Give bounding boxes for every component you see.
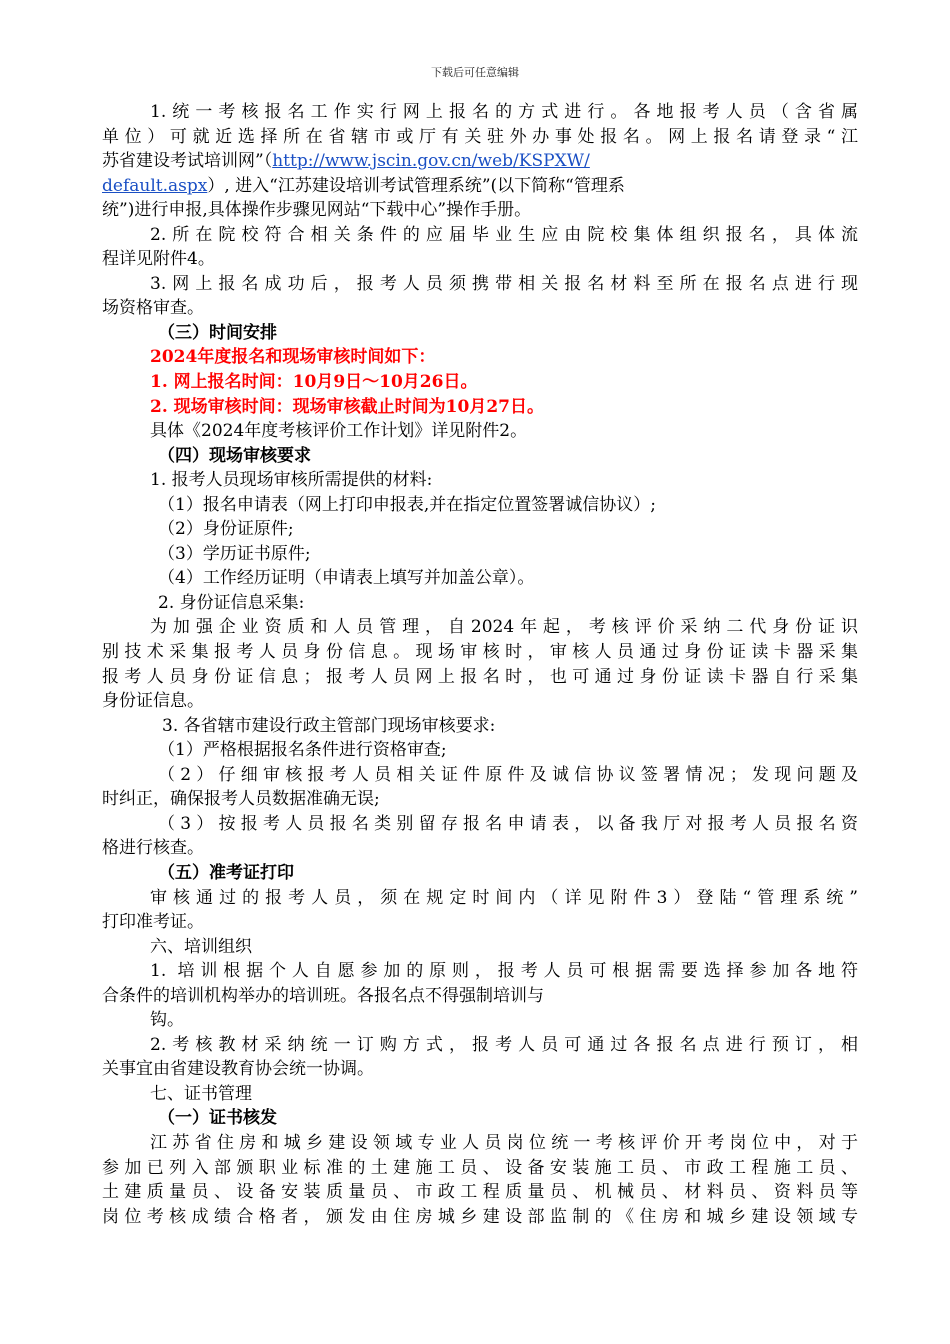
text-line [102,149,858,174]
text-line [102,714,858,739]
line-text: 3.网上报名成功后，报考人员须携带相关报名材料至所在报名点进行现 [150,273,858,294]
text-line [102,223,858,248]
line-text: 场资格审查。 [102,298,204,319]
line-text: 时纠正，确保报考人员数据准确无误; [102,789,380,810]
line-text: （3）学历证书原件; [158,543,311,564]
text-line [102,174,858,199]
line-text: 别技术采集报考人员身份信息。现场审核时，审核人员通过身份证读卡器采集 [102,642,858,663]
line-text: 格进行核查。 [102,838,204,859]
line-text: 江苏省住房和城乡建设领域专业人员岗位统一考核评价开考岗位中，对于 [150,1132,858,1153]
text-line [102,296,858,321]
text-line [102,787,858,812]
line-text: （四）现场审核要求 [158,445,311,466]
line-text: 2.考核教材采纳统一订购方式，报考人员可通过各报名点进行预订，相 [150,1034,858,1055]
text-line [102,542,858,567]
text-line [102,125,858,150]
text-line [102,1156,858,1181]
text-line [102,1057,858,1082]
line-text: （1）报名申请表（网上打印申报表,并在指定位置签署诚信协议）; [158,494,656,515]
line-text: 3. 各省辖市建设行政主管部门现场审核要求: [162,715,496,736]
text-line [102,517,858,542]
line-text: 2024年度报名和现场审核时间如下： [150,347,436,368]
line-text: 合条件的培训机构举办的培训班。各报名点不得强制培训与 [102,985,544,1006]
text-line [102,665,858,690]
section-heading [102,861,858,886]
text-line [102,591,858,616]
line-text: 六、培训组织 [150,936,252,957]
text-line [102,1082,858,1107]
line-text: 2.所在院校符合相关条件的应届毕业生应由院校集体组织报名，具体流 [150,224,858,245]
text-line [102,615,858,640]
line-text: 程详见附件4。 [102,249,215,270]
line-text: 苏省建设考试培训网”（ [102,151,273,172]
line-text: （3）按报考人员报名类别留存报名申请表，以备我厅对报考人员报名资 [158,813,858,834]
url-link[interactable]: default.aspx [102,175,208,196]
line-text: 身份证信息。 [102,691,204,712]
text-line [102,836,858,861]
section-heading [102,444,858,469]
line-text: 土建质量员、设备安装质量员、市政工程质量员、机械员、材料员、资料员等 [102,1182,858,1203]
line-text: （三）时间安排 [158,322,277,343]
text-line [102,984,858,1009]
text-line [102,395,858,420]
section-heading [102,321,858,346]
line-text: 1. 网上报名时间：10月9日～10月26日。 [150,372,478,393]
text-line [102,812,858,837]
line-text: 1. 培训根据个人自愿参加的原则，报考人员可根据需要选择参加各地符 [150,961,858,982]
text-line [102,198,858,223]
line-text: （五）准考证打印 [158,862,294,883]
text-line [102,100,858,125]
text-line [102,370,858,395]
line-text: 七、证书管理 [150,1083,252,1104]
line-text: 审核通过的报考人员，须在规定时间内（详见附件3）登陆“管理系统” [150,887,858,908]
text-line [102,566,858,591]
text-line [102,419,858,444]
text-line [102,959,858,984]
line-text: （4）工作经历证明（申请表上填写并加盖公章）。 [158,568,535,589]
line-text: 2. 身份证信息采集: [158,592,305,613]
text-line [102,272,858,297]
section-heading [102,1106,858,1131]
text-line [102,345,858,370]
line-text: （2）仔细审核报考人员相关证件原件及诚信协议签署情况；发现问题及 [158,764,858,785]
text-line [102,247,858,272]
line-text: 打印准考证。 [102,912,204,933]
line-text: 具体《2024年度考核评价工作计划》详见附件2。 [150,421,528,442]
line-text: 岗位考核成绩合格者，颁发由住房城乡建设部监制的《住房和城乡建设领域专 [102,1206,858,1227]
text-line [102,1008,858,1033]
line-text: （2）身份证原件; [158,519,294,540]
text-line [102,935,858,960]
document-body [102,100,858,1229]
line-text: （一）证书核发 [158,1108,277,1129]
line-text: （1）严格根据报名条件进行资格审查; [158,740,447,761]
text-line [102,1180,858,1205]
text-line [102,689,858,714]
line-text: 报考人员身份证信息；报考人员网上报名时，也可通过身份证读卡器自行采集 [102,666,858,687]
line-text: 参加已列入部颁职业标准的土建施工员、设备安装施工员、市政工程施工员、 [102,1157,858,1178]
line-text: 统”)进行申报,具体操作步骤见网站“下载中心”操作手册。 [102,200,532,221]
line-text: 关事宜由省建设教育协会统一协调。 [102,1059,374,1080]
text-line [102,886,858,911]
text-line [102,1205,858,1230]
text-line [102,763,858,788]
line-text: 单位）可就近选择所在省辖市或厅有关驻外办事处报名。网上报名请登录“江 [102,126,858,147]
url-link[interactable]: http://www.jscin.gov.cn/web/KSPXW/ [272,151,590,172]
text-line [102,910,858,935]
page-header: 下载后可任意编辑 [431,66,519,79]
line-text: 钩。 [150,1010,184,1031]
line-text: 1. 报考人员现场审核所需提供的材料: [150,470,433,491]
text-line [102,1131,858,1156]
line-text: ）, 进入“江苏建设培训考试管理系统”(以下简称“管理系 [207,175,625,196]
line-text: 为加强企业资质和人员管理，自2024年起，考核评价采纳二代身份证识 [150,617,858,638]
line-text: 2. 现场审核时间：现场审核截止时间为10月27日。 [150,396,544,417]
text-line [102,640,858,665]
text-line [102,738,858,763]
line-text: 1.统一考核报名工作实行网上报名的方式进行。各地报考人员（含省属 [150,102,858,122]
text-line [102,468,858,493]
text-line [102,493,858,518]
text-line [102,1033,858,1058]
